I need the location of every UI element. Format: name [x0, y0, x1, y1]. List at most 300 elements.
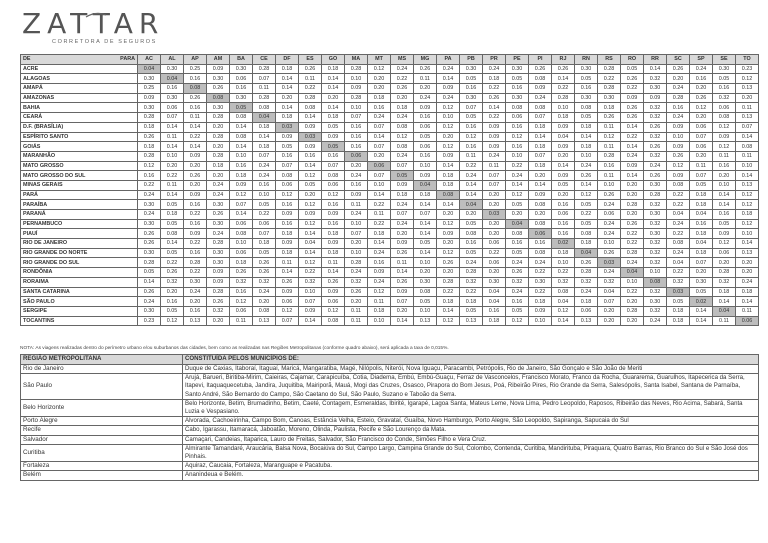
rate-cell: 0.20 [552, 151, 575, 161]
rate-cell: 0.22 [529, 268, 552, 278]
rate-cell: 0.20 [690, 151, 713, 161]
rate-cell: 0.05 [253, 200, 276, 210]
rate-cell: 0.32 [644, 200, 667, 210]
metro-cities-list: Camaçari, Candeias, Itaparica, Lauro de Freitas, Salvador, São Francisco do Conde, Simões Filho e Vera Cruz. [183, 435, 759, 444]
rate-cell: 0.08 [230, 229, 253, 239]
rate-cell: 0.14 [575, 180, 598, 190]
rate-cell: 0.09 [276, 239, 299, 249]
metro-header-region: REGIÃO METROPOLITANA [21, 355, 183, 365]
rate-cell: 0.05 [506, 306, 529, 316]
rate-cell: 0.12 [736, 190, 759, 200]
rate-cell: 0.18 [276, 248, 299, 258]
rate-cell: 0.28 [667, 93, 690, 103]
rate-cell: 0.24 [598, 229, 621, 239]
rate-cell: 0.10 [414, 161, 437, 171]
rate-cell: 0.16 [322, 219, 345, 229]
rate-cell: 0.12 [598, 132, 621, 142]
metro-region-name: São Paulo [21, 374, 183, 400]
rate-cell: 0.12 [575, 190, 598, 200]
rate-cell: 0.32 [644, 132, 667, 142]
rate-cell: 0.14 [552, 74, 575, 84]
rate-cell: 0.28 [207, 132, 230, 142]
rate-cell: 0.12 [299, 219, 322, 229]
rate-cell: 0.08 [414, 287, 437, 297]
rate-cell: 0.26 [207, 84, 230, 94]
rate-cell: 0.11 [713, 151, 736, 161]
row-state-label: MARANHÃO [21, 151, 138, 161]
table-row [21, 248, 759, 258]
column-header-ba: BA [230, 55, 253, 65]
rate-cell: 0.24 [138, 297, 161, 307]
rate-cell: 0.16 [345, 132, 368, 142]
rate-cell: 0.22 [391, 74, 414, 84]
rate-cell: 0.10 [368, 316, 391, 326]
rate-cell: 0.06 [598, 210, 621, 220]
rate-cell: 0.20 [483, 219, 506, 229]
rate-cell: 0.05 [161, 219, 184, 229]
rate-cell: 0.06 [713, 103, 736, 113]
table-row [21, 471, 759, 480]
rate-cell: 0.23 [138, 316, 161, 326]
rate-cell: 0.30 [207, 103, 230, 113]
rate-cell: 0.06 [414, 122, 437, 132]
rate-cell: 0.28 [345, 258, 368, 268]
rate-cell: 0.20 [690, 268, 713, 278]
rate-cell: 0.08 [667, 180, 690, 190]
rate-cell: 0.05 [713, 74, 736, 84]
rate-cell: 0.26 [184, 93, 207, 103]
rate-cell: 0.06 [276, 297, 299, 307]
rate-cell: 0.11 [736, 151, 759, 161]
rate-cell: 0.24 [529, 93, 552, 103]
column-header-ac: AC [138, 55, 161, 65]
rate-cell: 0.14 [230, 142, 253, 152]
rate-cell: 0.09 [437, 151, 460, 161]
rate-cell: 0.20 [437, 132, 460, 142]
rate-cell: 0.18 [276, 64, 299, 74]
rate-cell: 0.26 [575, 258, 598, 268]
rate-cell: 0.05 [414, 132, 437, 142]
rate-cell: 0.07 [368, 122, 391, 132]
rate-cell: 0.20 [621, 316, 644, 326]
rate-cell: 0.06 [575, 306, 598, 316]
rate-cell: 0.09 [667, 142, 690, 152]
table-row [21, 374, 759, 400]
rate-cell: 0.18 [690, 190, 713, 200]
rate-cell: 0.26 [391, 248, 414, 258]
rate-cell: 0.12 [713, 239, 736, 249]
rate-cell: 0.14 [414, 200, 437, 210]
rate-cell: 0.16 [506, 84, 529, 94]
rate-cell: 0.08 [161, 229, 184, 239]
rate-cell: 0.30 [230, 64, 253, 74]
row-state-label: RIO DE JANEIRO [21, 239, 138, 249]
rate-cell: 0.06 [690, 122, 713, 132]
rate-cell: 0.26 [391, 277, 414, 287]
rate-cell: 0.20 [483, 268, 506, 278]
rate-cell: 0.18 [483, 316, 506, 326]
rate-cell: 0.22 [575, 210, 598, 220]
rate-cell: 0.30 [207, 248, 230, 258]
rate-cell: 0.32 [253, 277, 276, 287]
table-row [21, 180, 759, 190]
column-header-pa: PA [437, 55, 460, 65]
rate-cell: 0.14 [736, 171, 759, 181]
rate-cell: 0.11 [690, 161, 713, 171]
rate-cell: 0.14 [483, 103, 506, 113]
rate-cell: 0.12 [460, 132, 483, 142]
rate-cell: 0.07 [345, 229, 368, 239]
rate-cell: 0.08 [230, 113, 253, 123]
rate-cell: 0.18 [667, 316, 690, 326]
rate-cell: 0.14 [391, 316, 414, 326]
rate-cell: 0.30 [207, 74, 230, 84]
rate-cell: 0.20 [483, 200, 506, 210]
rate-cell: 0.18 [437, 180, 460, 190]
rate-cell: 0.16 [230, 287, 253, 297]
rate-cell: 0.28 [575, 268, 598, 278]
rate-cell: 0.18 [736, 287, 759, 297]
rate-cell: 0.06 [736, 316, 759, 326]
rate-cell: 0.13 [736, 180, 759, 190]
rate-cell: 0.10 [598, 239, 621, 249]
rate-cell: 0.28 [138, 258, 161, 268]
rate-cell: 0.11 [345, 316, 368, 326]
rate-cell: 0.14 [506, 180, 529, 190]
rate-cell: 0.05 [460, 306, 483, 316]
row-state-label: PIAUÍ [21, 229, 138, 239]
rate-cell: 0.09 [276, 287, 299, 297]
rate-cell: 0.06 [368, 161, 391, 171]
rate-cell: 0.26 [299, 64, 322, 74]
rate-cell: 0.05 [575, 200, 598, 210]
rate-cell: 0.12 [713, 142, 736, 152]
rate-cell: 0.20 [437, 239, 460, 249]
rate-cell: 0.14 [644, 64, 667, 74]
rate-cell: 0.24 [345, 171, 368, 181]
rate-cell: 0.26 [598, 113, 621, 123]
rate-cell: 0.08 [299, 103, 322, 113]
rate-cell: 0.32 [644, 306, 667, 316]
rate-cell: 0.28 [460, 268, 483, 278]
rate-cell: 0.06 [322, 297, 345, 307]
rate-cell: 0.03 [483, 210, 506, 220]
rate-cell: 0.12 [368, 287, 391, 297]
rate-cell: 0.14 [552, 161, 575, 171]
rate-cell: 0.08 [207, 93, 230, 103]
rate-cell: 0.30 [644, 210, 667, 220]
rate-cell: 0.09 [552, 142, 575, 152]
rate-cell: 0.28 [253, 93, 276, 103]
rate-cell: 0.22 [621, 132, 644, 142]
rate-cell: 0.10 [414, 258, 437, 268]
rate-cell: 0.26 [230, 268, 253, 278]
rate-cell: 0.05 [506, 248, 529, 258]
table-row [21, 417, 759, 426]
rate-cell: 0.05 [230, 103, 253, 113]
rate-cell: 0.06 [506, 113, 529, 123]
rate-cell: 0.09 [322, 287, 345, 297]
column-header-al: AL [161, 55, 184, 65]
rate-cell: 0.32 [506, 277, 529, 287]
rate-cell: 0.08 [575, 103, 598, 113]
rate-cell: 0.20 [161, 287, 184, 297]
rate-cell: 0.24 [598, 268, 621, 278]
rate-cell: 0.06 [161, 103, 184, 113]
rate-cell: 0.05 [460, 248, 483, 258]
rate-cell: 0.10 [345, 103, 368, 113]
rate-cell: 0.09 [322, 210, 345, 220]
rate-cell: 0.12 [437, 248, 460, 258]
rate-cell: 0.05 [552, 180, 575, 190]
column-header-to: TO [736, 55, 759, 65]
rate-cell: 0.20 [690, 113, 713, 123]
rate-cell: 0.09 [207, 268, 230, 278]
rate-cell: 0.12 [391, 132, 414, 142]
rate-cell: 0.09 [207, 277, 230, 287]
rate-cell: 0.07 [276, 161, 299, 171]
rate-cell: 0.11 [299, 74, 322, 84]
rate-cell: 0.24 [437, 64, 460, 74]
rate-cell: 0.10 [345, 219, 368, 229]
header-from: DE [23, 56, 31, 63]
row-state-label: SANTA CATARINA [21, 287, 138, 297]
column-header-sp: SP [690, 55, 713, 65]
rate-cell: 0.24 [138, 190, 161, 200]
rate-cell: 0.13 [184, 316, 207, 326]
logo-accent-mark [85, 12, 107, 18]
table-row [21, 277, 759, 287]
row-state-label: RIO GRANDE DO SUL [21, 258, 138, 268]
rate-cell: 0.25 [138, 84, 161, 94]
rate-cell: 0.06 [529, 229, 552, 239]
rate-cell: 0.26 [644, 142, 667, 152]
row-state-label: PARAÍBA [21, 200, 138, 210]
rate-cell: 0.08 [253, 103, 276, 113]
rate-cell: 0.09 [322, 132, 345, 142]
column-header-ro: RO [621, 55, 644, 65]
rate-cell: 0.18 [253, 239, 276, 249]
rate-cell: 0.16 [322, 200, 345, 210]
rate-cell: 0.10 [345, 74, 368, 84]
rate-cell: 0.22 [161, 171, 184, 181]
rate-cell: 0.32 [644, 113, 667, 123]
rate-note: NOTA: As viagens realizadas dentro do perímetro urbano e/ou suburbanos das cidades, bem como as realizadas nas Regiões Metropolitanas (conforme quadro abaixo), será aplicada a taxa de 0,015%. [20, 346, 449, 351]
rate-cell: 0.07 [368, 142, 391, 152]
row-state-label: D.F. (BRASÍLIA) [21, 122, 138, 132]
rate-cell: 0.24 [644, 316, 667, 326]
rate-cell: 0.32 [161, 277, 184, 287]
table-row [21, 171, 759, 181]
rate-cell: 0.30 [414, 277, 437, 287]
rate-cell: 0.09 [483, 142, 506, 152]
rate-cell: 0.07 [598, 297, 621, 307]
rate-cell: 0.24 [667, 113, 690, 123]
rate-cell: 0.09 [644, 93, 667, 103]
rate-cell: 0.16 [598, 161, 621, 171]
rate-cell: 0.16 [483, 306, 506, 316]
rate-cell: 0.08 [437, 190, 460, 200]
rate-cell: 0.22 [621, 229, 644, 239]
rate-cell: 0.05 [414, 239, 437, 249]
column-header-se: SE [713, 55, 736, 65]
rate-cell: 0.05 [460, 74, 483, 84]
rate-cell: 0.05 [299, 180, 322, 190]
rate-cell: 0.30 [644, 84, 667, 94]
rate-cell: 0.11 [368, 297, 391, 307]
rate-cell: 0.26 [138, 239, 161, 249]
rate-cell: 0.03 [299, 132, 322, 142]
rate-cell: 0.06 [230, 248, 253, 258]
rate-cell: 0.24 [667, 248, 690, 258]
rate-cell: 0.09 [667, 122, 690, 132]
table-row [21, 306, 759, 316]
rate-cell: 0.24 [575, 161, 598, 171]
rate-cell: 0.16 [552, 229, 575, 239]
rate-cell: 0.16 [713, 161, 736, 171]
rate-cell: 0.30 [161, 93, 184, 103]
metro-region-name: Recife [21, 426, 183, 435]
rate-cell: 0.04 [552, 132, 575, 142]
rate-cell: 0.26 [690, 93, 713, 103]
rate-cell: 0.08 [552, 287, 575, 297]
rate-cell: 0.10 [345, 248, 368, 258]
rate-cell: 0.24 [621, 151, 644, 161]
rate-cell: 0.30 [644, 297, 667, 307]
column-header-ap: AP [184, 55, 207, 65]
rate-cell: 0.13 [460, 316, 483, 326]
column-header-es: ES [299, 55, 322, 65]
rate-cell: 0.08 [529, 248, 552, 258]
rate-cell: 0.16 [230, 161, 253, 171]
rate-table-body [21, 64, 759, 326]
rate-cell: 0.14 [736, 239, 759, 249]
rate-cell: 0.14 [161, 122, 184, 132]
rate-cell: 0.08 [713, 113, 736, 123]
rate-cell: 0.09 [529, 190, 552, 200]
rate-cell: 0.14 [276, 268, 299, 278]
rate-cell: 0.32 [299, 277, 322, 287]
rate-cell: 0.18 [391, 190, 414, 200]
rate-cell: 0.10 [230, 239, 253, 249]
rate-cell: 0.18 [690, 248, 713, 258]
rate-cell: 0.05 [414, 297, 437, 307]
rate-cell: 0.09 [184, 229, 207, 239]
rate-cell: 0.24 [391, 113, 414, 123]
rate-table-header [21, 55, 759, 65]
rate-cell: 0.16 [161, 297, 184, 307]
rate-cell: 0.18 [552, 248, 575, 258]
rate-cell: 0.30 [138, 248, 161, 258]
rate-cell: 0.24 [667, 219, 690, 229]
rate-cell: 0.18 [368, 229, 391, 239]
rate-cell: 0.05 [322, 142, 345, 152]
rate-cell: 0.20 [713, 171, 736, 181]
rate-cell: 0.09 [621, 93, 644, 103]
rate-cell: 0.18 [529, 297, 552, 307]
rate-cell: 0.24 [253, 171, 276, 181]
rate-cell: 0.11 [598, 142, 621, 152]
rate-cell: 0.30 [598, 93, 621, 103]
rate-cell: 0.24 [506, 171, 529, 181]
rate-cell: 0.12 [506, 190, 529, 200]
rate-cell: 0.09 [529, 306, 552, 316]
rate-cell: 0.14 [230, 210, 253, 220]
column-header-pb: PB [460, 55, 483, 65]
rate-cell: 0.11 [276, 258, 299, 268]
rate-cell: 0.24 [506, 258, 529, 268]
rate-cell: 0.05 [161, 248, 184, 258]
rate-cell: 0.24 [414, 93, 437, 103]
rate-cell: 0.28 [552, 93, 575, 103]
rate-cell: 0.18 [253, 122, 276, 132]
rate-cell: 0.22 [460, 161, 483, 171]
rate-cell: 0.14 [552, 316, 575, 326]
rate-cell: 0.12 [161, 316, 184, 326]
rate-cell: 0.14 [621, 171, 644, 181]
rate-cell: 0.14 [184, 122, 207, 132]
rate-cell: 0.20 [161, 161, 184, 171]
rate-cell: 0.30 [138, 200, 161, 210]
rate-cell: 0.14 [299, 113, 322, 123]
rate-cell: 0.24 [391, 200, 414, 210]
rate-cell: 0.22 [299, 84, 322, 94]
rate-cell: 0.06 [230, 219, 253, 229]
table-row [21, 316, 759, 326]
rate-cell: 0.28 [138, 151, 161, 161]
rate-cell: 0.22 [529, 287, 552, 297]
rate-cell: 0.07 [253, 74, 276, 84]
rate-cell: 0.07 [391, 210, 414, 220]
rate-cell: 0.26 [207, 297, 230, 307]
table-row [21, 210, 759, 220]
rate-cell: 0.18 [276, 229, 299, 239]
rate-cell: 0.06 [483, 258, 506, 268]
rate-cell: 0.12 [736, 200, 759, 210]
rate-cell: 0.26 [138, 287, 161, 297]
rate-cell: 0.20 [552, 190, 575, 200]
rate-cell: 0.14 [368, 239, 391, 249]
rate-cell: 0.14 [276, 74, 299, 84]
rate-cell: 0.26 [644, 171, 667, 181]
rate-cell: 0.20 [345, 161, 368, 171]
rate-cell: 0.18 [483, 74, 506, 84]
row-state-label: TOCANTINS [21, 316, 138, 326]
rate-cell: 0.08 [644, 277, 667, 287]
rate-cell: 0.07 [230, 200, 253, 210]
rate-cell: 0.14 [690, 316, 713, 326]
rate-cell: 0.14 [299, 248, 322, 258]
rate-cell: 0.13 [575, 316, 598, 326]
rate-cell: 0.14 [322, 74, 345, 84]
rate-cell: 0.14 [299, 316, 322, 326]
rate-cell: 0.06 [230, 74, 253, 84]
rate-cell: 0.16 [460, 142, 483, 152]
rate-cell: 0.16 [299, 151, 322, 161]
rate-cell: 0.10 [736, 161, 759, 171]
rate-cell: 0.24 [460, 171, 483, 181]
rate-cell: 0.11 [598, 122, 621, 132]
rate-cell: 0.32 [575, 277, 598, 287]
row-state-label: PARÁ [21, 190, 138, 200]
rate-cell: 0.32 [460, 277, 483, 287]
rate-cell: 0.12 [437, 316, 460, 326]
rate-cell: 0.08 [460, 229, 483, 239]
column-header-ms: MS [391, 55, 414, 65]
rate-cell: 0.04 [575, 248, 598, 258]
metro-cities-list: Ananindeua e Belém. [183, 471, 759, 480]
rate-cell: 0.20 [276, 93, 299, 103]
